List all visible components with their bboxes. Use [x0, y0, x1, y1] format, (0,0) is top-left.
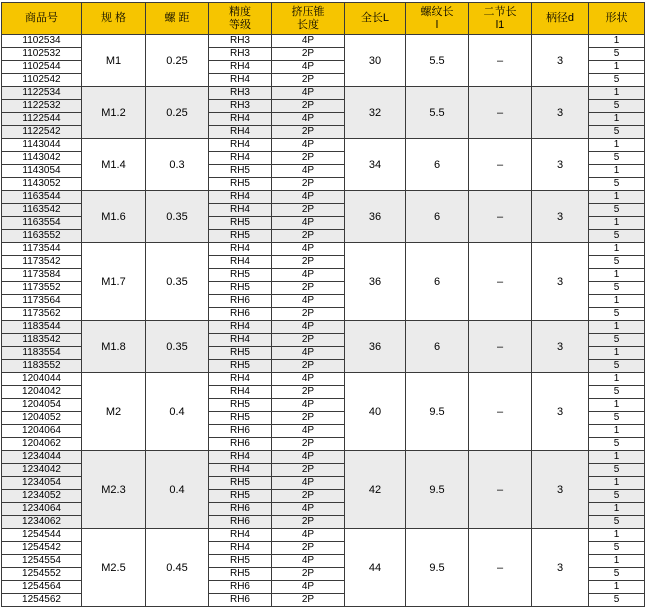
product-code-cell: 1234042 [2, 464, 82, 477]
header-row [2, 3, 645, 35]
shape-cell: 1 [589, 529, 645, 542]
product-code-cell: 1204042 [2, 386, 82, 399]
second-length-cell: – [469, 87, 532, 139]
second-length-cell: – [469, 529, 532, 607]
thread-length-cell: 9.5 [406, 373, 469, 451]
cone-length-cell: 2P [272, 178, 345, 191]
second-length-cell: – [469, 35, 532, 87]
shape-cell: 5 [589, 464, 645, 477]
shank-diameter-cell: 3 [532, 35, 589, 87]
grade-cell: RH5 [209, 165, 272, 178]
grade-cell: RH4 [209, 451, 272, 464]
shape-cell: 1 [589, 503, 645, 516]
cone-length-cell: 2P [272, 412, 345, 425]
cone-length-cell: 4P [272, 61, 345, 74]
grade-cell: RH5 [209, 269, 272, 282]
spec-table [1, 2, 645, 607]
product-code-cell: 1122542 [2, 126, 82, 139]
pitch-cell: 0.35 [146, 191, 209, 243]
grade-cell: RH4 [209, 321, 272, 334]
header-spec: 规 格 [82, 3, 146, 35]
thread-length-cell: 9.5 [406, 451, 469, 529]
shape-cell: 5 [589, 256, 645, 269]
cone-length-cell: 2P [272, 360, 345, 373]
table-row [2, 373, 645, 386]
grade-cell: RH4 [209, 152, 272, 165]
shape-cell: 1 [589, 373, 645, 386]
cone-length-cell: 2P [272, 438, 345, 451]
product-code-cell: 1122532 [2, 100, 82, 113]
cone-length-cell: 2P [272, 48, 345, 61]
product-code-cell: 1234062 [2, 516, 82, 529]
second-length-cell: – [469, 321, 532, 373]
product-code-cell: 1143042 [2, 152, 82, 165]
product-code-cell: 1254564 [2, 581, 82, 594]
cone-length-cell: 2P [272, 568, 345, 581]
overall-length-cell: 34 [345, 139, 406, 191]
spec-cell: M1 [82, 35, 146, 87]
grade-cell: RH6 [209, 594, 272, 607]
header-cone-length: 挤压锥 长度 [272, 3, 345, 35]
grade-cell: RH6 [209, 438, 272, 451]
shape-cell: 5 [589, 126, 645, 139]
table-row [2, 191, 645, 204]
product-code-cell: 1234052 [2, 490, 82, 503]
grade-cell: RH4 [209, 256, 272, 269]
shape-cell: 5 [589, 386, 645, 399]
grade-cell: RH4 [209, 191, 272, 204]
shape-cell: 5 [589, 74, 645, 87]
cone-length-cell: 2P [272, 204, 345, 217]
pitch-cell: 0.25 [146, 35, 209, 87]
overall-length-cell: 36 [345, 191, 406, 243]
grade-cell: RH6 [209, 295, 272, 308]
cone-length-cell: 2P [272, 464, 345, 477]
pitch-cell: 0.45 [146, 529, 209, 607]
overall-length-cell: 42 [345, 451, 406, 529]
cone-length-cell: 4P [272, 113, 345, 126]
product-code-cell: 1102544 [2, 61, 82, 74]
product-code-cell: 1234044 [2, 451, 82, 464]
cone-length-cell: 4P [272, 347, 345, 360]
shape-cell: 1 [589, 295, 645, 308]
shape-cell: 5 [589, 178, 645, 191]
shape-cell: 1 [589, 113, 645, 126]
product-code-cell: 1102532 [2, 48, 82, 61]
product-code-cell: 1234064 [2, 503, 82, 516]
shape-cell: 5 [589, 204, 645, 217]
shape-cell: 5 [589, 308, 645, 321]
shape-cell: 5 [589, 334, 645, 347]
shape-cell: 5 [589, 230, 645, 243]
cone-length-cell: 4P [272, 477, 345, 490]
product-code-cell: 1102534 [2, 35, 82, 48]
cone-length-cell: 2P [272, 230, 345, 243]
shape-cell: 1 [589, 139, 645, 152]
grade-cell: RH4 [209, 386, 272, 399]
thread-length-cell: 5.5 [406, 87, 469, 139]
header-shape: 形状 [589, 3, 645, 35]
cone-length-cell: 4P [272, 321, 345, 334]
product-code-cell: 1254562 [2, 594, 82, 607]
grade-cell: RH5 [209, 568, 272, 581]
shape-cell: 5 [589, 490, 645, 503]
spec-cell: M2 [82, 373, 146, 451]
cone-length-cell: 4P [272, 35, 345, 48]
pitch-cell: 0.3 [146, 139, 209, 191]
grade-cell: RH6 [209, 581, 272, 594]
product-code-cell: 1163552 [2, 230, 82, 243]
shape-cell: 1 [589, 35, 645, 48]
grade-cell: RH6 [209, 425, 272, 438]
second-length-cell: – [469, 191, 532, 243]
cone-length-cell: 2P [272, 542, 345, 555]
header-product-code: 商品号 [2, 3, 82, 35]
shape-cell: 1 [589, 451, 645, 464]
cone-length-cell: 4P [272, 373, 345, 386]
product-code-cell: 1163554 [2, 217, 82, 230]
header-pitch: 螺 距 [146, 3, 209, 35]
header-overall-length: 全长L [345, 3, 406, 35]
header-grade: 精度 等级 [209, 3, 272, 35]
product-code-cell: 1122534 [2, 87, 82, 100]
overall-length-cell: 40 [345, 373, 406, 451]
spec-cell: M2.5 [82, 529, 146, 607]
grade-cell: RH4 [209, 204, 272, 217]
product-code-cell: 1204062 [2, 438, 82, 451]
shape-cell: 5 [589, 152, 645, 165]
shape-cell: 5 [589, 282, 645, 295]
grade-cell: RH4 [209, 334, 272, 347]
cone-length-cell: 4P [272, 555, 345, 568]
shape-cell: 1 [589, 87, 645, 100]
thread-length-cell: 6 [406, 191, 469, 243]
grade-cell: RH5 [209, 217, 272, 230]
overall-length-cell: 30 [345, 35, 406, 87]
grade-cell: RH4 [209, 61, 272, 74]
spec-cell: M1.6 [82, 191, 146, 243]
grade-cell: RH5 [209, 178, 272, 191]
table-row [2, 87, 645, 100]
overall-length-cell: 32 [345, 87, 406, 139]
grade-cell: RH4 [209, 373, 272, 386]
table-row [2, 139, 645, 152]
cone-length-cell: 4P [272, 425, 345, 438]
cone-length-cell: 2P [272, 100, 345, 113]
grade-cell: RH3 [209, 48, 272, 61]
product-code-cell: 1122544 [2, 113, 82, 126]
shape-cell: 5 [589, 516, 645, 529]
product-code-cell: 1254544 [2, 529, 82, 542]
grade-cell: RH4 [209, 542, 272, 555]
cone-length-cell: 2P [272, 256, 345, 269]
cone-length-cell: 2P [272, 152, 345, 165]
grade-cell: RH5 [209, 399, 272, 412]
grade-cell: RH3 [209, 87, 272, 100]
cone-length-cell: 4P [272, 581, 345, 594]
product-code-cell: 1254552 [2, 568, 82, 581]
product-code-cell: 1173562 [2, 308, 82, 321]
cone-length-cell: 2P [272, 516, 345, 529]
cone-length-cell: 2P [272, 334, 345, 347]
product-code-cell: 1204052 [2, 412, 82, 425]
grade-cell: RH5 [209, 490, 272, 503]
shape-cell: 1 [589, 555, 645, 568]
cone-length-cell: 2P [272, 386, 345, 399]
table-row [2, 243, 645, 256]
cone-length-cell: 4P [272, 399, 345, 412]
shape-cell: 5 [589, 542, 645, 555]
shape-cell: 1 [589, 425, 645, 438]
product-code-cell: 1173564 [2, 295, 82, 308]
grade-cell: RH5 [209, 412, 272, 425]
shape-cell: 1 [589, 61, 645, 74]
product-code-cell: 1163542 [2, 204, 82, 217]
shank-diameter-cell: 3 [532, 87, 589, 139]
shape-cell: 1 [589, 217, 645, 230]
product-code-cell: 1143044 [2, 139, 82, 152]
shank-diameter-cell: 3 [532, 451, 589, 529]
shank-diameter-cell: 3 [532, 139, 589, 191]
cone-length-cell: 2P [272, 490, 345, 503]
cone-length-cell: 2P [272, 594, 345, 607]
second-length-cell: – [469, 139, 532, 191]
grade-cell: RH3 [209, 100, 272, 113]
cone-length-cell: 4P [272, 503, 345, 516]
grade-cell: RH5 [209, 230, 272, 243]
grade-cell: RH6 [209, 308, 272, 321]
product-code-cell: 1163544 [2, 191, 82, 204]
cone-length-cell: 4P [272, 451, 345, 464]
thread-length-cell: 6 [406, 321, 469, 373]
grade-cell: RH4 [209, 74, 272, 87]
shape-cell: 1 [589, 399, 645, 412]
overall-length-cell: 36 [345, 321, 406, 373]
pitch-cell: 0.35 [146, 243, 209, 321]
spec-cell: M1.2 [82, 87, 146, 139]
spec-cell: M1.7 [82, 243, 146, 321]
grade-cell: RH5 [209, 555, 272, 568]
second-length-cell: – [469, 373, 532, 451]
table-body [2, 35, 645, 607]
product-code-cell: 1204054 [2, 399, 82, 412]
shape-cell: 5 [589, 48, 645, 61]
grade-cell: RH5 [209, 347, 272, 360]
grade-cell: RH4 [209, 139, 272, 152]
shank-diameter-cell: 3 [532, 321, 589, 373]
grade-cell: RH4 [209, 113, 272, 126]
table-row [2, 529, 645, 542]
product-code-cell: 1173544 [2, 243, 82, 256]
product-code-cell: 1204064 [2, 425, 82, 438]
table-row [2, 321, 645, 334]
shape-cell: 1 [589, 191, 645, 204]
grade-cell: RH4 [209, 464, 272, 477]
spec-cell: M2.3 [82, 451, 146, 529]
product-code-cell: 1102542 [2, 74, 82, 87]
cone-length-cell: 2P [272, 308, 345, 321]
grade-cell: RH6 [209, 503, 272, 516]
pitch-cell: 0.35 [146, 321, 209, 373]
product-code-cell: 1143052 [2, 178, 82, 191]
shank-diameter-cell: 3 [532, 191, 589, 243]
thread-length-cell: 6 [406, 139, 469, 191]
cone-length-cell: 4P [272, 295, 345, 308]
shape-cell: 5 [589, 568, 645, 581]
shape-cell: 1 [589, 321, 645, 334]
product-code-cell: 1183542 [2, 334, 82, 347]
product-code-cell: 1254542 [2, 542, 82, 555]
cone-length-cell: 2P [272, 126, 345, 139]
product-code-cell: 1183554 [2, 347, 82, 360]
shape-cell: 1 [589, 165, 645, 178]
overall-length-cell: 44 [345, 529, 406, 607]
thread-length-cell: 5.5 [406, 35, 469, 87]
product-code-cell: 1173542 [2, 256, 82, 269]
second-length-cell: – [469, 451, 532, 529]
shape-cell: 1 [589, 347, 645, 360]
cone-length-cell: 2P [272, 74, 345, 87]
shape-cell: 5 [589, 412, 645, 425]
spec-cell: M1.8 [82, 321, 146, 373]
shank-diameter-cell: 3 [532, 373, 589, 451]
product-code-cell: 1173584 [2, 269, 82, 282]
thread-length-cell: 6 [406, 243, 469, 321]
shape-cell: 5 [589, 100, 645, 113]
cone-length-cell: 4P [272, 217, 345, 230]
second-length-cell: – [469, 243, 532, 321]
table-row [2, 451, 645, 464]
grade-cell: RH5 [209, 282, 272, 295]
cone-length-cell: 2P [272, 282, 345, 295]
header-thread-length: 螺纹长 l [406, 3, 469, 35]
product-code-cell: 1143054 [2, 165, 82, 178]
grade-cell: RH4 [209, 529, 272, 542]
shape-cell: 1 [589, 477, 645, 490]
grade-cell: RH6 [209, 516, 272, 529]
header-second-length: 二节长 l1 [469, 3, 532, 35]
shank-diameter-cell: 3 [532, 243, 589, 321]
thread-length-cell: 9.5 [406, 529, 469, 607]
product-code-cell: 1173552 [2, 282, 82, 295]
header-shank-diameter: 柄径d [532, 3, 589, 35]
grade-cell: RH3 [209, 35, 272, 48]
grade-cell: RH4 [209, 243, 272, 256]
cone-length-cell: 4P [272, 243, 345, 256]
cone-length-cell: 4P [272, 165, 345, 178]
shape-cell: 5 [589, 594, 645, 607]
pitch-cell: 0.4 [146, 451, 209, 529]
shape-cell: 1 [589, 243, 645, 256]
shape-cell: 5 [589, 438, 645, 451]
grade-cell: RH5 [209, 360, 272, 373]
shank-diameter-cell: 3 [532, 529, 589, 607]
shape-cell: 5 [589, 360, 645, 373]
spec-cell: M1.4 [82, 139, 146, 191]
cone-length-cell: 4P [272, 529, 345, 542]
product-code-cell: 1183552 [2, 360, 82, 373]
shape-cell: 1 [589, 269, 645, 282]
product-code-cell: 1183544 [2, 321, 82, 334]
shape-cell: 1 [589, 581, 645, 594]
cone-length-cell: 4P [272, 87, 345, 100]
pitch-cell: 0.4 [146, 373, 209, 451]
product-code-cell: 1234054 [2, 477, 82, 490]
table-row [2, 35, 645, 48]
pitch-cell: 0.25 [146, 87, 209, 139]
product-code-cell: 1204044 [2, 373, 82, 386]
cone-length-cell: 4P [272, 139, 345, 152]
product-code-cell: 1254554 [2, 555, 82, 568]
grade-cell: RH5 [209, 477, 272, 490]
cone-length-cell: 4P [272, 269, 345, 282]
overall-length-cell: 36 [345, 243, 406, 321]
grade-cell: RH4 [209, 126, 272, 139]
cone-length-cell: 4P [272, 191, 345, 204]
